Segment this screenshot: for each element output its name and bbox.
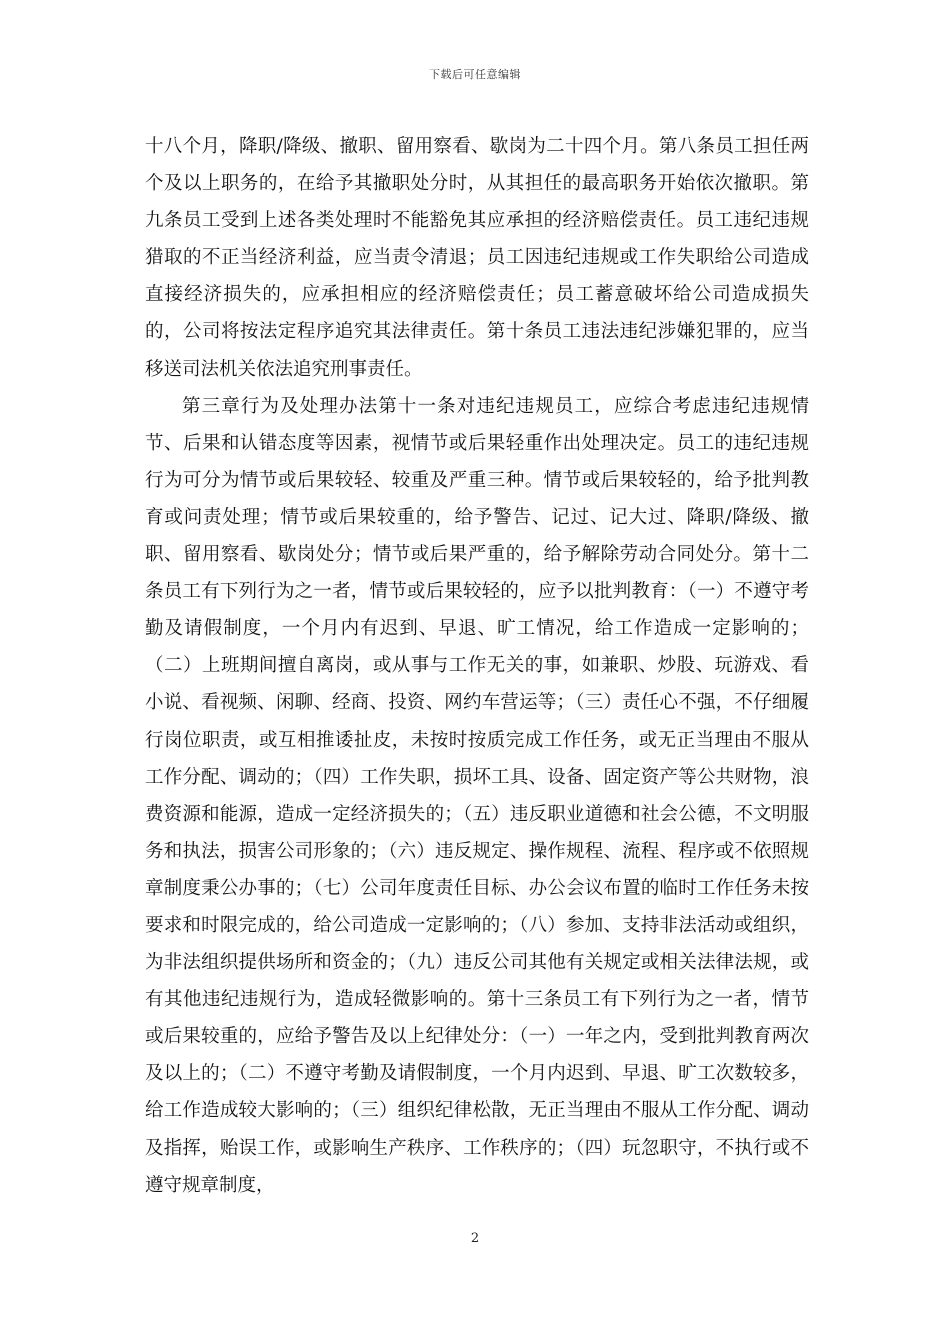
document-body bbox=[145, 128, 809, 1204]
page-header: 下载后可任意编辑 bbox=[429, 68, 521, 81]
paragraph-1: 十八个月，降职/降级、撤职、留用察看、歇岗为二十四个月。第八条员工担任两个及以上职务的，在给予其撤职处分时，从其担任的最高职务开始依次撤职。第九条员工受到上述各类处理时不能豁免其应承担的经济赔偿责任。员工违纪违规猎取的不正当经济利益，应当责令清退；员工因违纪违规或工作失职给公司造成直接经济损失的，应承担相应的经济赔偿责任；员工蓄意破坏给公司造成损失的，公司将按法定程序追究其法律责任。第十条员工违法违纪涉嫌犯罪的，应当移送司法机关依法追究刑事责任。 bbox=[145, 136, 809, 380]
paragraph-2: 第三章行为及处理办法第十一条对违纪违规员工，应综合考虑违纪违规情节、后果和认错态度等因素，视情节或后果轻重作出处理决定。员工的违纪违规行为可分为情节或后果较轻、较重及严重三种。情节或后果较轻的，给予批判教育或问责处理；情节或后果较重的，给予警告、记过、记大过、降职/降级、撤职、留用察看、歇岗处分；情节或后果严重的，给予解除劳动合同处分。第十二条员工有下列行为之一者，情节或后果较轻的，应予以批判教育：（一）不遵守考勤及请假制度，一个月内有迟到、早退、旷工情况，给工作造成一定影响的；（二）上班期间擅自离岗，或从事与工作无关的事，如兼职、炒股、玩游戏、看小说、看视频、闲聊、经商、投资、网约车营运等；（三）责任心不强，不仔细履行岗位职责，或互相推诿扯皮，未按时按质完成工作任务，或无正当理由不服从工作分配、调动的；（四）工作失职，损坏工具、设备、固定资产等公共财物，浪费资源和能源，造成一定经济损失的；（五）违反职业道德和社会公德，不文明服务和执法，损害公司形象的；（六）违反规定、操作规程、流程、程序或不依照规章制度秉公办事的；（七）公司年度责任目标、办公会议布置的临时工作任务未按要求和时限完成的，给公司造成一定影响的；（八）参加、支持非法活动或组织，为非法组织提供场所和资金的；（九）违反公司其他有关规定或相关法律法规，或有其他违纪违规行为，造成轻微影响的。第十三条员工有下列行为之一者，情节或后果较重的，应给予警告及以上纪律处分：（一）一年之内，受到批判教育两次及以上的；（二）不遵守考勤及请假制度，一个月内迟到、早退、旷工次数较多，给工作造成较大影响的；（三）组织纪律松散，无正当理由不服从工作分配、调动及指挥，贻误工作，或影响生产秩序、工作秩序的；（四）玩忽职守，不执行或不遵守规章制度， bbox=[145, 395, 809, 1196]
page-number: 2 bbox=[470, 1231, 480, 1246]
